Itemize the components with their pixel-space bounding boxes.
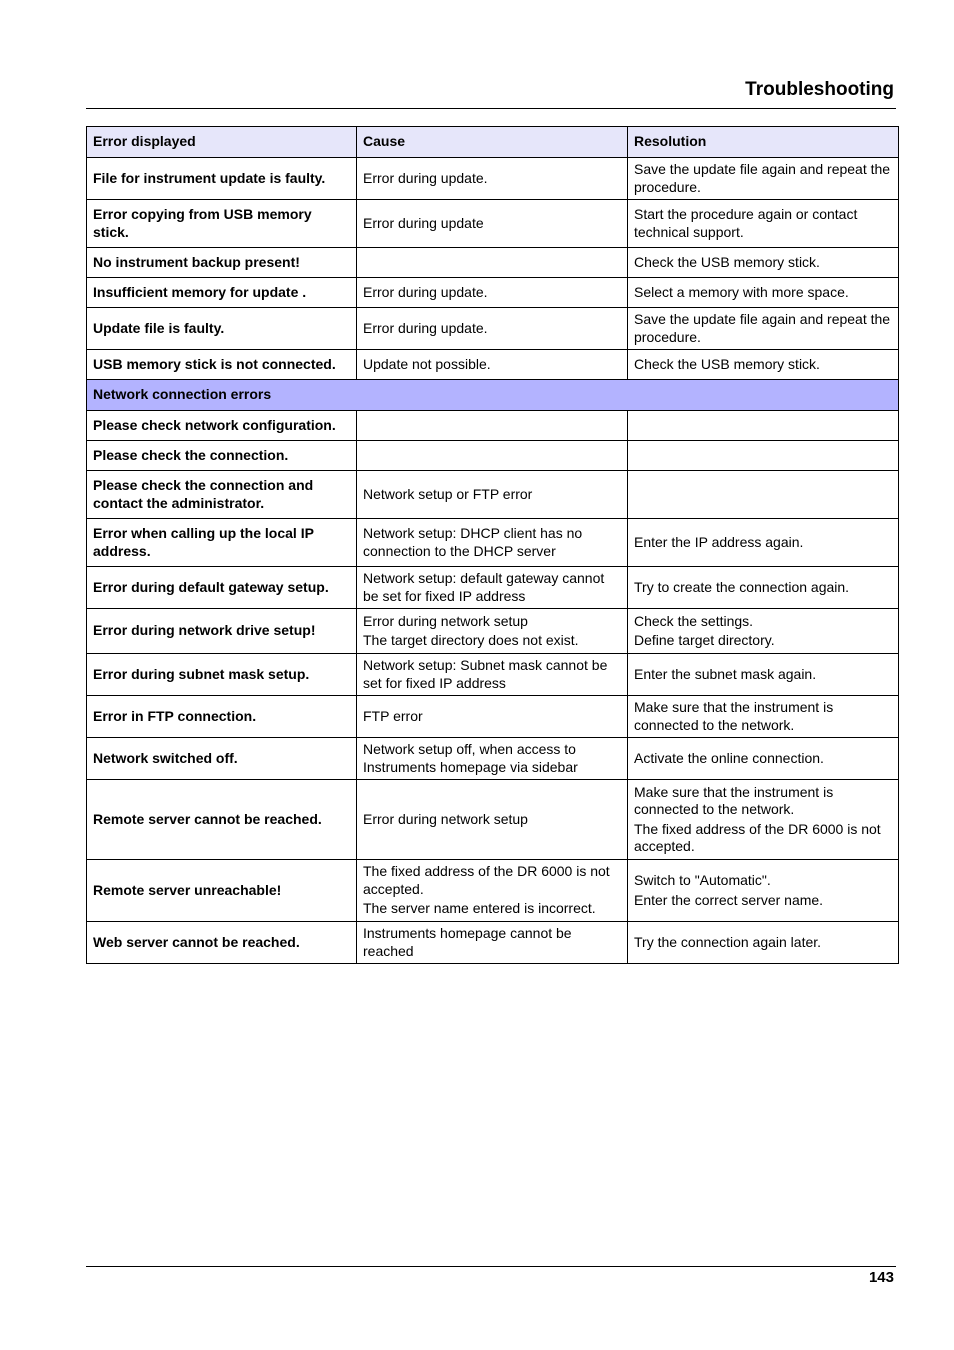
resolution-line: Try the connection again later.	[634, 933, 822, 950]
cause-cell	[357, 696, 628, 738]
table-row	[87, 248, 899, 278]
resolution-line: Define target directory.	[634, 632, 775, 648]
page-number: 143	[868, 1269, 894, 1286]
resolution-cell	[628, 780, 899, 860]
resolution-line: Check the USB memory stick.	[634, 253, 820, 270]
resolution-cell	[628, 567, 899, 609]
resolution-cell	[628, 654, 899, 696]
cause-cell	[357, 350, 628, 380]
table-row	[87, 411, 899, 441]
cause-cell	[357, 471, 628, 519]
cause-line: Error during network setup	[363, 810, 528, 827]
resolution-cell	[628, 411, 899, 441]
page-footer	[86, 1266, 896, 1286]
cause-cell	[357, 278, 628, 308]
resolution-line: Make sure that the instrument is connected to the network.	[634, 783, 834, 817]
cause-cell	[357, 609, 628, 654]
cause-cell	[357, 780, 628, 860]
cause-line: The server name entered is incorrect.	[363, 900, 596, 917]
resolution-line: Make sure that the instrument is connected to the network.	[634, 699, 834, 733]
resolution-cell	[628, 922, 899, 964]
column-header-cause: Cause	[357, 127, 628, 158]
error-cell: Error in FTP connection.	[87, 696, 357, 738]
error-cell: Error copying from USB memory stick.	[87, 200, 357, 248]
resolution-line: Activate the online connection.	[634, 749, 824, 766]
error-cell: Please check the connection and contact the administrator.	[87, 471, 357, 519]
error-cell: Remote server cannot be reached.	[87, 780, 357, 860]
page-header	[86, 76, 896, 109]
error-cell: Error during subnet mask setup.	[87, 654, 357, 696]
table-row	[87, 654, 899, 696]
error-cell: Web server cannot be reached.	[87, 922, 357, 964]
error-cell: Remote server unreachable!	[87, 860, 357, 922]
error-cell: Please check network configuration.	[87, 411, 357, 441]
resolution-line: Enter the IP address again.	[634, 533, 804, 550]
cause-cell	[357, 519, 628, 567]
cause-line: Network setup: Subnet mask cannot be set for fixed IP address	[363, 657, 608, 691]
resolution-line: Save the update file again and repeat the procedure.	[634, 311, 891, 345]
resolution-cell	[628, 350, 899, 380]
cause-line: Network setup or FTP error	[363, 485, 533, 502]
resolution-cell	[628, 696, 899, 738]
resolution-line: Enter the subnet mask again.	[634, 665, 817, 682]
resolution-cell	[628, 308, 899, 350]
page-title: Troubleshooting	[745, 79, 894, 100]
resolution-line: Check the settings.	[634, 612, 754, 629]
resolution-cell	[628, 278, 899, 308]
table-row	[87, 158, 899, 200]
resolution-line: Switch to "Automatic".	[634, 872, 771, 888]
resolution-cell	[628, 441, 899, 471]
cause-cell	[357, 158, 628, 200]
table-row	[87, 308, 899, 350]
error-cell: Error during network drive setup!	[87, 609, 357, 654]
cause-line: Error during update	[363, 214, 484, 231]
resolution-cell	[628, 248, 899, 278]
cause-cell	[357, 248, 628, 278]
section-title: Network connection errors	[87, 380, 899, 411]
table-row	[87, 350, 899, 380]
header-row	[87, 127, 899, 158]
cause-line: Error during update.	[363, 283, 488, 300]
cause-line: Error during update.	[363, 319, 488, 336]
cause-cell	[357, 441, 628, 471]
cause-line: Error during network setup	[363, 612, 528, 629]
error-cell: Network switched off.	[87, 738, 357, 780]
cause-line: Update not possible.	[363, 355, 491, 372]
resolution-cell	[628, 158, 899, 200]
resolution-line: Save the update file again and repeat the procedure.	[634, 161, 891, 195]
error-cell: Update file is faulty.	[87, 308, 357, 350]
table-row	[87, 609, 899, 654]
cause-line: Error during update.	[363, 169, 488, 186]
column-header-resolution: Resolution	[628, 127, 899, 158]
table-row	[87, 278, 899, 308]
table-row	[87, 519, 899, 567]
resolution-cell	[628, 738, 899, 780]
cause-line: Network setup: DHCP client has no connection to the DHCP server	[363, 525, 583, 559]
cause-cell	[357, 738, 628, 780]
error-cell: File for instrument update is faulty.	[87, 158, 357, 200]
error-cell: USB memory stick is not connected.	[87, 350, 357, 380]
cause-cell	[357, 860, 628, 922]
cause-cell	[357, 411, 628, 441]
resolution-line: Select a memory with more space.	[634, 283, 849, 300]
table-row	[87, 696, 899, 738]
error-cell: Error during default gateway setup.	[87, 567, 357, 609]
error-cell: No instrument backup present!	[87, 248, 357, 278]
cause-cell	[357, 200, 628, 248]
resolution-cell	[628, 860, 899, 922]
cause-cell	[357, 308, 628, 350]
error-cell: Error when calling up the local IP address.	[87, 519, 357, 567]
table-header	[87, 127, 899, 158]
troubleshooting-table	[86, 126, 899, 964]
cause-cell	[357, 922, 628, 964]
error-cell: Insufficient memory for update .	[87, 278, 357, 308]
cause-line: FTP error	[363, 707, 423, 724]
resolution-cell	[628, 609, 899, 654]
table-row	[87, 780, 899, 860]
cause-line: The fixed address of the DR 6000 is not accepted.	[363, 863, 610, 897]
cause-line: Network setup: default gateway cannot be set for fixed IP address	[363, 570, 605, 604]
cause-line: Network setup off, when access to Instruments homepage via sidebar	[363, 741, 578, 775]
column-header-error: Error displayed	[87, 127, 357, 158]
section-row	[87, 380, 899, 411]
resolution-line: The fixed address of the DR 6000 is not accepted.	[634, 820, 881, 854]
resolution-line: Check the USB memory stick.	[634, 355, 820, 372]
table-row	[87, 471, 899, 519]
resolution-line: Start the procedure again or contact technical support.	[634, 206, 858, 240]
table-row	[87, 922, 899, 964]
cause-cell	[357, 567, 628, 609]
cause-line: The target directory does not exist.	[363, 632, 579, 648]
table-row	[87, 860, 899, 922]
cause-line: Instruments homepage cannot be reached	[363, 925, 572, 959]
resolution-line: Try to create the connection again.	[634, 578, 850, 595]
table-row	[87, 200, 899, 248]
table-body	[87, 158, 899, 964]
resolution-cell	[628, 200, 899, 248]
error-cell: Please check the connection.	[87, 441, 357, 471]
table-row	[87, 441, 899, 471]
table-row	[87, 738, 899, 780]
table-row	[87, 567, 899, 609]
resolution-line: Enter the correct server name.	[634, 891, 824, 908]
cause-cell	[357, 654, 628, 696]
resolution-cell	[628, 519, 899, 567]
resolution-cell	[628, 471, 899, 519]
